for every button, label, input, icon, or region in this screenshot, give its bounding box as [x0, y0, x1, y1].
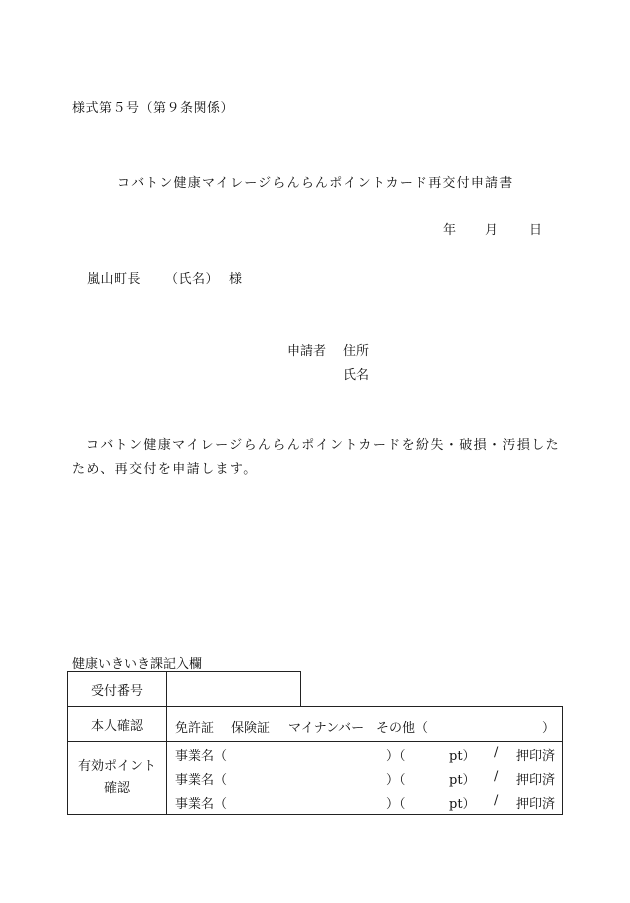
- points-check-label-line2: 確認: [103, 781, 130, 796]
- identity-option-other[interactable]: その他（: [376, 721, 429, 736]
- point-row-separator: ）（: [386, 749, 406, 764]
- identity-option-license[interactable]: 免許証: [175, 721, 215, 736]
- applicant-role: 申請者: [287, 344, 327, 359]
- identity-check-label-text: 本人確認: [90, 718, 143, 734]
- points-check-label: [67, 741, 167, 815]
- receipt-number-label: [67, 671, 167, 707]
- point-row-project-label: 事業名（: [175, 749, 228, 764]
- applicant-name-label: 氏名: [343, 368, 370, 383]
- point-row-project-label: 事業名（: [175, 797, 228, 812]
- point-row-slash: /: [494, 769, 499, 784]
- point-row[interactable]: [167, 769, 564, 791]
- receipt-number-field[interactable]: [166, 671, 301, 707]
- identity-check-options: [166, 706, 563, 742]
- point-row-stamped-label: 押印済: [516, 773, 556, 788]
- point-row-slash: /: [494, 745, 499, 760]
- point-row-separator: ）（: [386, 773, 406, 788]
- identity-option-other-close: ）: [542, 721, 556, 736]
- form-number: 様式第５号（第９条関係）: [72, 101, 235, 116]
- statement-line-1: コバトン健康マイレージらんらんポイントカードを紛失・破損・汚損した: [86, 438, 561, 453]
- point-row-stamped-label: 押印済: [516, 797, 556, 812]
- point-row[interactable]: [167, 745, 564, 767]
- point-row-pt-label: pt）: [449, 797, 476, 812]
- statement-line-2: ため、再交付を申請します。: [72, 462, 258, 477]
- point-row[interactable]: [167, 793, 564, 815]
- identity-option-insurance[interactable]: 保険証: [231, 721, 271, 736]
- points-check-label-line1: 有効ポイント: [77, 759, 156, 774]
- date-day-label: 日: [529, 223, 543, 238]
- points-check-rows: [166, 741, 563, 815]
- point-row-separator: ）（: [386, 797, 406, 812]
- point-row-slash: /: [494, 793, 499, 808]
- addressee-mayor: 嵐山町長: [87, 272, 142, 287]
- office-section-title: 健康いきいき課記入欄: [72, 657, 203, 672]
- point-row-project-label: 事業名（: [175, 773, 228, 788]
- application-statement: [72, 434, 562, 482]
- receipt-number-label-text: 受付番号: [90, 683, 143, 699]
- document-title: コバトン健康マイレージらんらんポイントカード再交付申請書: [117, 176, 514, 191]
- addressee-name-label: （氏名）: [165, 272, 220, 287]
- point-row-stamped-label: 押印済: [516, 749, 556, 764]
- point-row-pt-label: pt）: [449, 773, 476, 788]
- identity-option-mynumber[interactable]: マイナンバー: [288, 721, 365, 736]
- identity-check-label: [67, 706, 167, 742]
- date-year-label: 年: [443, 223, 457, 238]
- applicant-address-label: 住所: [343, 344, 370, 359]
- addressee-honorific: 様: [229, 272, 243, 287]
- date-month-label: 月: [485, 223, 499, 238]
- point-row-pt-label: pt）: [449, 749, 476, 764]
